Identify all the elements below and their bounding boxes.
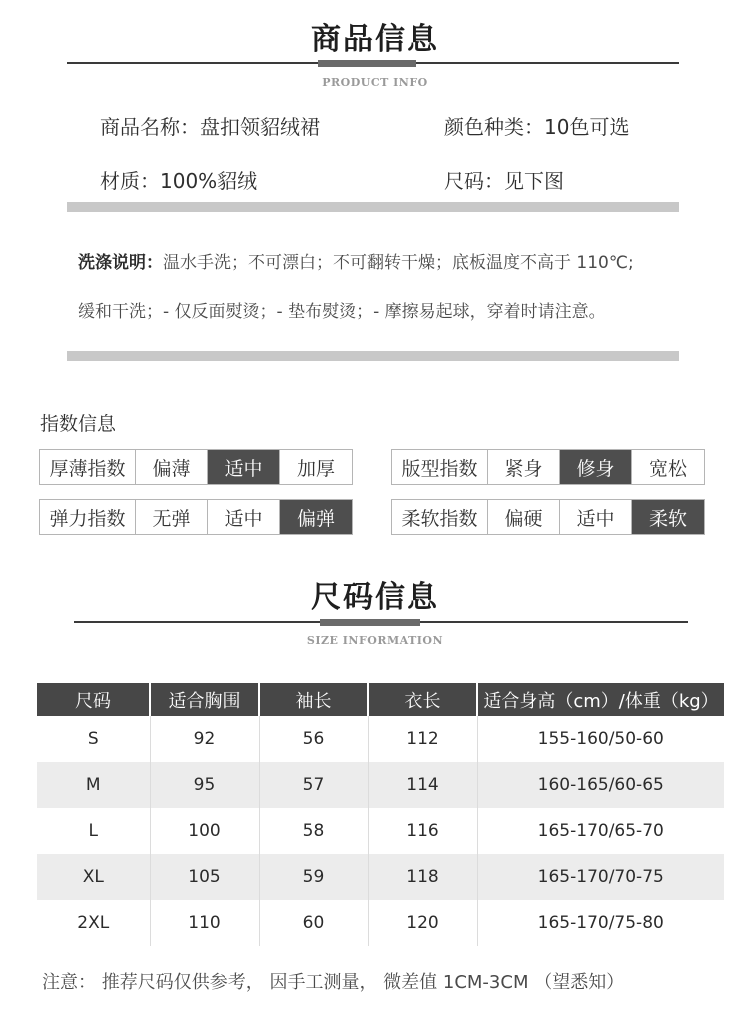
- index-option-elasticity-0: 无弹: [136, 500, 208, 534]
- index-option-softness-0: 偏硬: [488, 500, 560, 534]
- table-cell: 60: [259, 900, 368, 946]
- index-option-softness-2: 柔软: [632, 500, 704, 534]
- table-cell: XL: [37, 854, 150, 900]
- index-row-fit: [391, 449, 705, 485]
- index-option-thickness-1: 适中: [208, 450, 280, 484]
- index-option-fit-0: 紧身: [488, 450, 560, 484]
- index-option-thickness-0: 偏薄: [136, 450, 208, 484]
- index-option-elasticity-2: 偏弹: [280, 500, 352, 534]
- table-cell: 110: [150, 900, 259, 946]
- index-option-elasticity-1: 适中: [208, 500, 280, 534]
- table-cell: 92: [150, 716, 259, 762]
- table-cell: 58: [259, 808, 368, 854]
- index-row-elasticity: [39, 499, 353, 535]
- size-table: [37, 683, 724, 946]
- divider-bar-bottom: [67, 351, 679, 361]
- table-cell: 114: [368, 762, 477, 808]
- table-cell: 118: [368, 854, 477, 900]
- table-cell: 120: [368, 900, 477, 946]
- washing-line-1-text: 温水手洗；不可漂白；不可翻转干燥；底板温度不高于 110℃;: [163, 253, 634, 273]
- washing-heading: 洗涤说明：: [78, 253, 163, 273]
- material: 材质：100%貂绒: [100, 169, 258, 193]
- index-row-thickness: [39, 449, 353, 485]
- table-cell: 95: [150, 762, 259, 808]
- divider-bar-top: [67, 202, 679, 212]
- product-info-rule-tab: [318, 60, 416, 67]
- table-cell: 165-170/70-75: [477, 854, 724, 900]
- index-option-thickness-2: 加厚: [296, 457, 335, 480]
- header-bust: 适合胸围: [150, 683, 259, 716]
- header-sleeve: 袖长: [259, 683, 368, 716]
- size-reference: 尺码：见下图: [444, 169, 564, 193]
- table-cell: S: [37, 716, 150, 762]
- size-info-title: 尺码信息: [311, 580, 439, 615]
- index-option-softness-1: 适中: [560, 500, 632, 534]
- size-table-header-row: [37, 683, 724, 716]
- table-cell: 56: [259, 716, 368, 762]
- table-cell: L: [37, 808, 150, 854]
- index-info-title: 指数信息: [40, 413, 117, 435]
- index-label-elasticity: 弹力指数: [40, 500, 136, 534]
- table-cell: 116: [368, 808, 477, 854]
- table-cell: 100: [150, 808, 259, 854]
- washing-line-1: [78, 248, 634, 273]
- header-length: 衣长: [368, 683, 477, 716]
- header-height-weight: 适合身高（cm）/体重（kg）: [477, 683, 724, 716]
- table-row: [37, 716, 724, 762]
- measurement-note: 注意： 推荐尺码仅供参考， 因手工测量， 微差值 1CM-3CM （望悉知）: [42, 972, 625, 993]
- table-row: [37, 854, 724, 900]
- size-info-rule-tab: [320, 619, 420, 626]
- table-cell: M: [37, 762, 150, 808]
- table-cell: 165-170/75-80: [537, 913, 664, 933]
- index-row-softness: [391, 499, 705, 535]
- product-name: 商品名称：盘扣领貂绒裙: [100, 115, 320, 139]
- index-option-fit-2: 宽松: [648, 457, 687, 480]
- table-row: [37, 762, 724, 808]
- product-info-title: 商品信息: [311, 22, 439, 57]
- table-cell: 155-160/50-60: [537, 729, 664, 749]
- product-info-subtitle: PRODUCT INFO: [322, 76, 428, 89]
- color-types: 颜色种类：10色可选: [444, 115, 630, 139]
- index-label-softness: 柔软指数: [392, 500, 488, 534]
- index-label-fit: 版型指数: [392, 450, 488, 484]
- table-cell: 105: [150, 854, 259, 900]
- table-cell: 2XL: [37, 900, 150, 946]
- index-option-fit-1: 修身: [560, 450, 632, 484]
- header-size: 尺码: [37, 683, 150, 716]
- table-cell: 57: [259, 762, 368, 808]
- table-row: [37, 808, 724, 854]
- table-cell: 160-165/60-65: [477, 762, 724, 808]
- table-cell: 59: [259, 854, 368, 900]
- table-cell: 165-170/65-70: [537, 821, 664, 841]
- size-info-subtitle: SIZE INFORMATION: [306, 634, 444, 647]
- table-row: [37, 900, 724, 946]
- index-label-thickness: 厚薄指数: [40, 450, 136, 484]
- table-cell: 112: [368, 716, 477, 762]
- washing-line-2: 缓和干洗；- 仅反面熨烫；- 垫布熨烫；- 摩擦易起球，穿着时请注意。: [78, 302, 606, 322]
